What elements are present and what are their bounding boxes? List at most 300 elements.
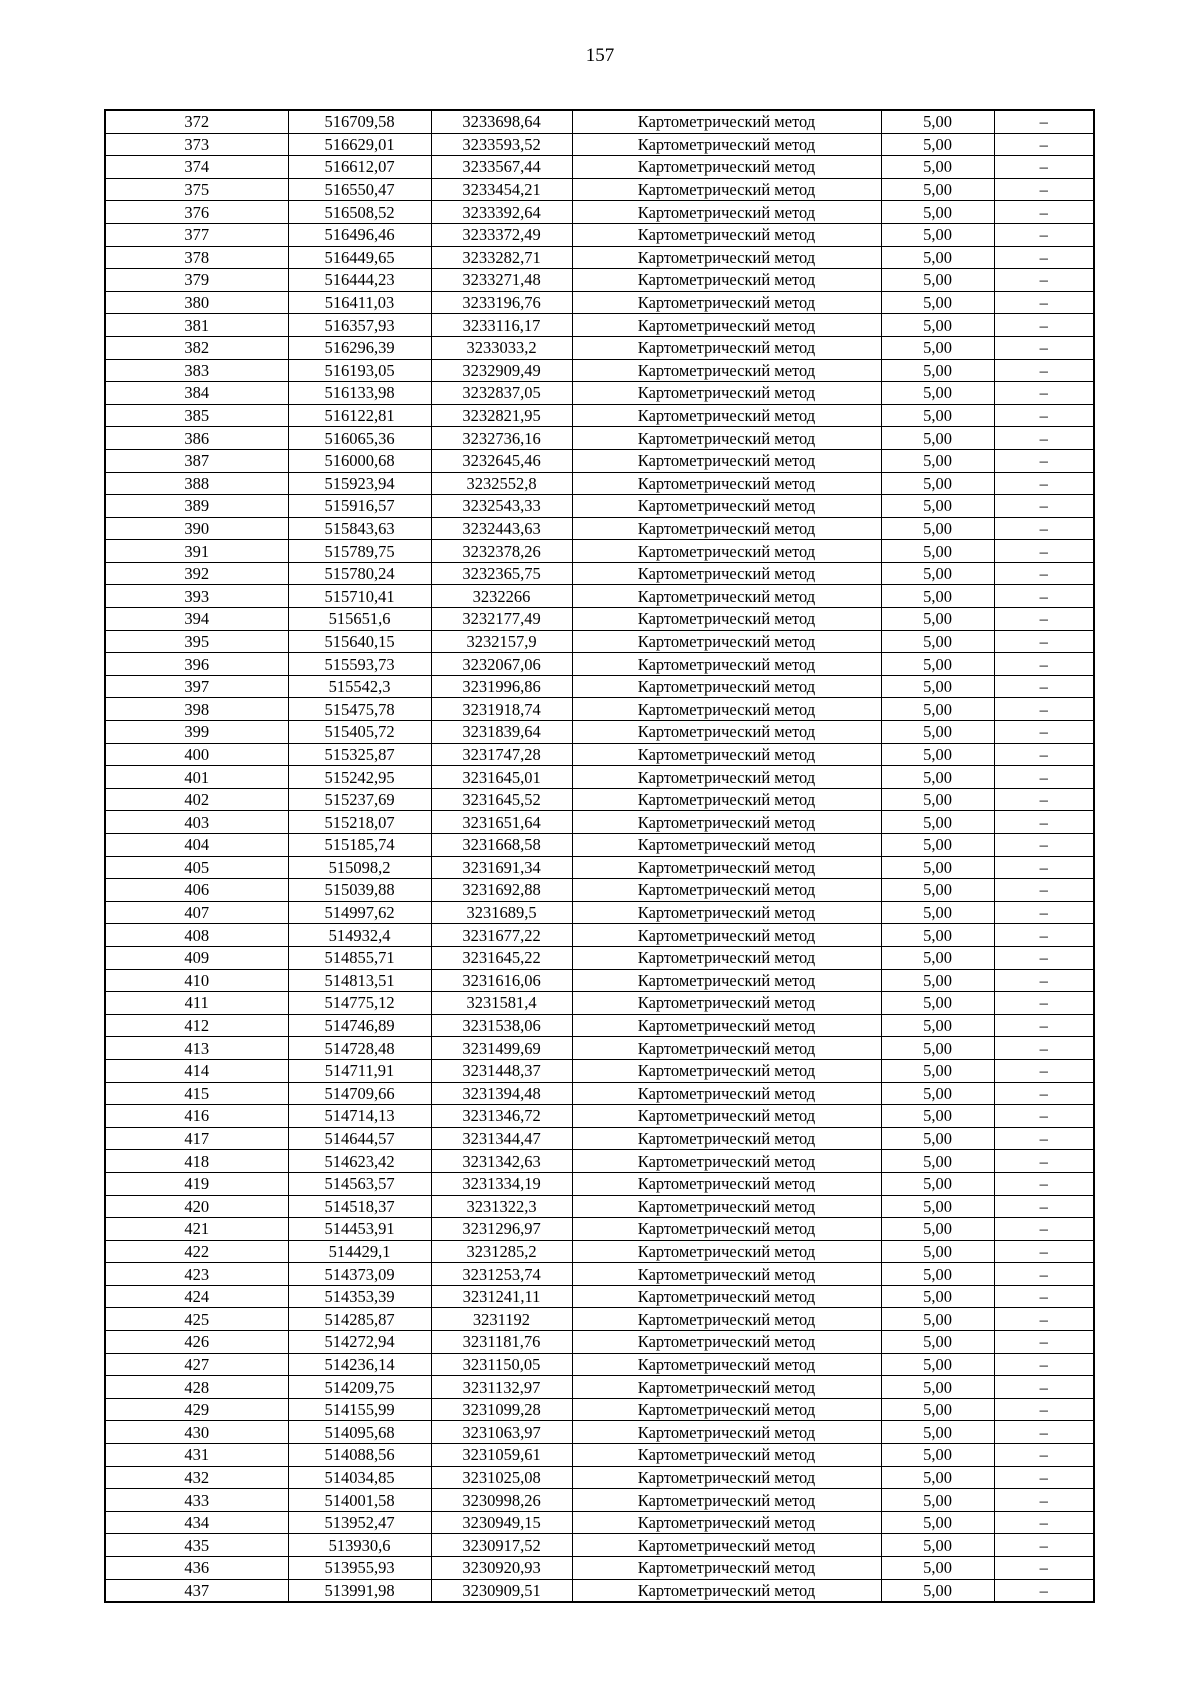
method-cell: Картометрический метод	[572, 856, 881, 879]
note-cell: –	[994, 879, 1094, 902]
method-cell: Картометрический метод	[572, 1466, 881, 1489]
note-cell: –	[994, 246, 1094, 269]
note-cell: –	[994, 562, 1094, 585]
method-cell: Картометрический метод	[572, 517, 881, 540]
table-row	[105, 630, 1094, 653]
table-row	[105, 156, 1094, 179]
precision-cell: 5,00	[881, 314, 994, 337]
table-row	[105, 766, 1094, 789]
y-coordinate-cell: 3231334,19	[431, 1172, 572, 1195]
method-cell: Картометрический метод	[572, 653, 881, 676]
method-cell: Картометрический метод	[572, 562, 881, 585]
method-cell: Картометрический метод	[572, 721, 881, 744]
y-coordinate-cell: 3231296,97	[431, 1218, 572, 1241]
table-row	[105, 1195, 1094, 1218]
x-coordinate-cell: 514714,13	[288, 1105, 431, 1128]
method-cell: Картометрический метод	[572, 901, 881, 924]
point-number-cell: 422	[105, 1240, 288, 1263]
method-cell: Картометрический метод	[572, 1014, 881, 1037]
precision-cell: 5,00	[881, 223, 994, 246]
table-row	[105, 788, 1094, 811]
x-coordinate-cell: 514034,85	[288, 1466, 431, 1489]
y-coordinate-cell: 3231181,76	[431, 1331, 572, 1354]
precision-cell: 5,00	[881, 1353, 994, 1376]
point-number-cell: 432	[105, 1466, 288, 1489]
point-number-cell: 400	[105, 743, 288, 766]
x-coordinate-cell: 515640,15	[288, 630, 431, 653]
x-coordinate-cell: 515237,69	[288, 788, 431, 811]
y-coordinate-cell: 3232909,49	[431, 359, 572, 382]
table-row	[105, 562, 1094, 585]
x-coordinate-cell: 514285,87	[288, 1308, 431, 1331]
method-cell: Картометрический метод	[572, 291, 881, 314]
precision-cell: 5,00	[881, 1105, 994, 1128]
y-coordinate-cell: 3231645,22	[431, 946, 572, 969]
method-cell: Картометрический метод	[572, 427, 881, 450]
method-cell: Картометрический метод	[572, 788, 881, 811]
point-number-cell: 389	[105, 495, 288, 518]
table-row	[105, 992, 1094, 1015]
x-coordinate-cell: 515651,6	[288, 608, 431, 631]
y-coordinate-cell: 3231499,69	[431, 1037, 572, 1060]
method-cell: Картометрический метод	[572, 314, 881, 337]
y-coordinate-cell: 3231344,47	[431, 1127, 572, 1150]
y-coordinate-cell: 3233282,71	[431, 246, 572, 269]
note-cell: –	[994, 449, 1094, 472]
note-cell: –	[994, 1150, 1094, 1173]
note-cell: –	[994, 856, 1094, 879]
y-coordinate-cell: 3231747,28	[431, 743, 572, 766]
table-row	[105, 1037, 1094, 1060]
point-number-cell: 395	[105, 630, 288, 653]
method-cell: Картометрический метод	[572, 1557, 881, 1580]
precision-cell: 5,00	[881, 992, 994, 1015]
table-row	[105, 1534, 1094, 1557]
precision-cell: 5,00	[881, 1466, 994, 1489]
table-row	[105, 946, 1094, 969]
y-coordinate-cell: 3231616,06	[431, 969, 572, 992]
precision-cell: 5,00	[881, 133, 994, 156]
y-coordinate-cell: 3233196,76	[431, 291, 572, 314]
precision-cell: 5,00	[881, 1195, 994, 1218]
precision-cell: 5,00	[881, 879, 994, 902]
y-coordinate-cell: 3233372,49	[431, 223, 572, 246]
table-row	[105, 1059, 1094, 1082]
method-cell: Картометрический метод	[572, 472, 881, 495]
y-coordinate-cell: 3231063,97	[431, 1421, 572, 1444]
table-row	[105, 969, 1094, 992]
x-coordinate-cell: 515325,87	[288, 743, 431, 766]
y-coordinate-cell: 3232645,46	[431, 449, 572, 472]
precision-cell: 5,00	[881, 1579, 994, 1602]
precision-cell: 5,00	[881, 517, 994, 540]
table-row	[105, 314, 1094, 337]
precision-cell: 5,00	[881, 156, 994, 179]
point-number-cell: 408	[105, 924, 288, 947]
precision-cell: 5,00	[881, 766, 994, 789]
table-row	[105, 743, 1094, 766]
table-row	[105, 404, 1094, 427]
note-cell: –	[994, 675, 1094, 698]
note-cell: –	[994, 223, 1094, 246]
method-cell: Картометрический метод	[572, 1398, 881, 1421]
method-cell: Картометрический метод	[572, 946, 881, 969]
table-row	[105, 698, 1094, 721]
method-cell: Картометрический метод	[572, 1534, 881, 1557]
point-number-cell: 402	[105, 788, 288, 811]
method-cell: Картометрический метод	[572, 133, 881, 156]
method-cell: Картометрический метод	[572, 449, 881, 472]
point-number-cell: 407	[105, 901, 288, 924]
precision-cell: 5,00	[881, 1263, 994, 1286]
method-cell: Картометрический метод	[572, 879, 881, 902]
note-cell: –	[994, 653, 1094, 676]
point-number-cell: 372	[105, 110, 288, 133]
x-coordinate-cell: 514855,71	[288, 946, 431, 969]
precision-cell: 5,00	[881, 1331, 994, 1354]
point-number-cell: 382	[105, 336, 288, 359]
note-cell: –	[994, 404, 1094, 427]
precision-cell: 5,00	[881, 562, 994, 585]
table-row	[105, 811, 1094, 834]
x-coordinate-cell: 515916,57	[288, 495, 431, 518]
y-coordinate-cell: 3231692,88	[431, 879, 572, 902]
y-coordinate-cell: 3230949,15	[431, 1511, 572, 1534]
precision-cell: 5,00	[881, 1421, 994, 1444]
precision-cell: 5,00	[881, 743, 994, 766]
x-coordinate-cell: 516550,47	[288, 178, 431, 201]
table-row	[105, 336, 1094, 359]
note-cell: –	[994, 1444, 1094, 1467]
note-cell: –	[994, 517, 1094, 540]
table-row	[105, 879, 1094, 902]
precision-cell: 5,00	[881, 1285, 994, 1308]
method-cell: Картометрический метод	[572, 630, 881, 653]
table-row	[105, 608, 1094, 631]
point-number-cell: 412	[105, 1014, 288, 1037]
y-coordinate-cell: 3230998,26	[431, 1489, 572, 1512]
point-number-cell: 431	[105, 1444, 288, 1467]
table-row	[105, 1263, 1094, 1286]
method-cell: Картометрический метод	[572, 1263, 881, 1286]
table-row	[105, 1127, 1094, 1150]
x-coordinate-cell: 514623,42	[288, 1150, 431, 1173]
table-row	[105, 1444, 1094, 1467]
x-coordinate-cell: 516444,23	[288, 269, 431, 292]
point-number-cell: 435	[105, 1534, 288, 1557]
note-cell: –	[994, 1240, 1094, 1263]
precision-cell: 5,00	[881, 1489, 994, 1512]
x-coordinate-cell: 515593,73	[288, 653, 431, 676]
precision-cell: 5,00	[881, 1308, 994, 1331]
table-row	[105, 382, 1094, 405]
y-coordinate-cell: 3231689,5	[431, 901, 572, 924]
precision-cell: 5,00	[881, 404, 994, 427]
method-cell: Картометрический метод	[572, 675, 881, 698]
point-number-cell: 404	[105, 834, 288, 857]
precision-cell: 5,00	[881, 924, 994, 947]
precision-cell: 5,00	[881, 1059, 994, 1082]
point-number-cell: 411	[105, 992, 288, 1015]
table-row	[105, 721, 1094, 744]
table-row	[105, 269, 1094, 292]
precision-cell: 5,00	[881, 472, 994, 495]
y-coordinate-cell: 3231651,64	[431, 811, 572, 834]
y-coordinate-cell: 3232067,06	[431, 653, 572, 676]
y-coordinate-cell: 3232157,9	[431, 630, 572, 653]
point-number-cell: 428	[105, 1376, 288, 1399]
x-coordinate-cell: 513952,47	[288, 1511, 431, 1534]
table-row	[105, 1172, 1094, 1195]
point-number-cell: 385	[105, 404, 288, 427]
x-coordinate-cell: 514155,99	[288, 1398, 431, 1421]
precision-cell: 5,00	[881, 585, 994, 608]
note-cell: –	[994, 969, 1094, 992]
method-cell: Картометрический метод	[572, 1127, 881, 1150]
point-number-cell: 374	[105, 156, 288, 179]
table-row	[105, 1511, 1094, 1534]
precision-cell: 5,00	[881, 1444, 994, 1467]
method-cell: Картометрический метод	[572, 540, 881, 563]
point-number-cell: 381	[105, 314, 288, 337]
point-number-cell: 420	[105, 1195, 288, 1218]
y-coordinate-cell: 3231839,64	[431, 721, 572, 744]
precision-cell: 5,00	[881, 1127, 994, 1150]
table-row	[105, 1489, 1094, 1512]
x-coordinate-cell: 514813,51	[288, 969, 431, 992]
table-row	[105, 540, 1094, 563]
table-row	[105, 1240, 1094, 1263]
x-coordinate-cell: 514373,09	[288, 1263, 431, 1286]
table-row	[105, 359, 1094, 382]
precision-cell: 5,00	[881, 675, 994, 698]
precision-cell: 5,00	[881, 653, 994, 676]
precision-cell: 5,00	[881, 449, 994, 472]
point-number-cell: 391	[105, 540, 288, 563]
note-cell: –	[994, 630, 1094, 653]
y-coordinate-cell: 3232378,26	[431, 540, 572, 563]
point-number-cell: 430	[105, 1421, 288, 1444]
table-row	[105, 1150, 1094, 1173]
y-coordinate-cell: 3232177,49	[431, 608, 572, 631]
x-coordinate-cell: 514932,4	[288, 924, 431, 947]
table-row	[105, 133, 1094, 156]
y-coordinate-cell: 3231448,37	[431, 1059, 572, 1082]
note-cell: –	[994, 1308, 1094, 1331]
method-cell: Картометрический метод	[572, 1421, 881, 1444]
y-coordinate-cell: 3231394,48	[431, 1082, 572, 1105]
x-coordinate-cell: 516357,93	[288, 314, 431, 337]
point-number-cell: 427	[105, 1353, 288, 1376]
point-number-cell: 394	[105, 608, 288, 631]
y-coordinate-cell: 3231645,01	[431, 766, 572, 789]
precision-cell: 5,00	[881, 946, 994, 969]
note-cell: –	[994, 1037, 1094, 1060]
y-coordinate-cell: 3230917,52	[431, 1534, 572, 1557]
precision-cell: 5,00	[881, 1082, 994, 1105]
note-cell: –	[994, 156, 1094, 179]
y-coordinate-cell: 3231538,06	[431, 1014, 572, 1037]
y-coordinate-cell: 3233392,64	[431, 201, 572, 224]
y-coordinate-cell: 3233454,21	[431, 178, 572, 201]
method-cell: Картометрический метод	[572, 992, 881, 1015]
x-coordinate-cell: 514728,48	[288, 1037, 431, 1060]
x-coordinate-cell: 516612,07	[288, 156, 431, 179]
x-coordinate-cell: 516411,03	[288, 291, 431, 314]
x-coordinate-cell: 515039,88	[288, 879, 431, 902]
method-cell: Картометрический метод	[572, 110, 881, 133]
method-cell: Картометрический метод	[572, 924, 881, 947]
x-coordinate-cell: 515218,07	[288, 811, 431, 834]
note-cell: –	[994, 608, 1094, 631]
y-coordinate-cell: 3231285,2	[431, 1240, 572, 1263]
point-number-cell: 399	[105, 721, 288, 744]
method-cell: Картометрический метод	[572, 1037, 881, 1060]
point-number-cell: 390	[105, 517, 288, 540]
point-number-cell: 401	[105, 766, 288, 789]
note-cell: –	[994, 110, 1094, 133]
x-coordinate-cell: 515710,41	[288, 585, 431, 608]
table-row	[105, 1376, 1094, 1399]
table-row	[105, 1331, 1094, 1354]
note-cell: –	[994, 336, 1094, 359]
note-cell: –	[994, 743, 1094, 766]
y-coordinate-cell: 3233271,48	[431, 269, 572, 292]
point-number-cell: 387	[105, 449, 288, 472]
y-coordinate-cell: 3233116,17	[431, 314, 572, 337]
method-cell: Картометрический метод	[572, 382, 881, 405]
y-coordinate-cell: 3232837,05	[431, 382, 572, 405]
method-cell: Картометрический метод	[572, 336, 881, 359]
y-coordinate-cell: 3231996,86	[431, 675, 572, 698]
point-number-cell: 388	[105, 472, 288, 495]
x-coordinate-cell: 513930,6	[288, 1534, 431, 1557]
point-number-cell: 424	[105, 1285, 288, 1308]
x-coordinate-cell: 516508,52	[288, 201, 431, 224]
method-cell: Картометрический метод	[572, 201, 881, 224]
x-coordinate-cell: 514095,68	[288, 1421, 431, 1444]
coordinates-table	[104, 109, 1095, 1603]
point-number-cell: 436	[105, 1557, 288, 1580]
precision-cell: 5,00	[881, 698, 994, 721]
table-row	[105, 834, 1094, 857]
note-cell: –	[994, 1466, 1094, 1489]
precision-cell: 5,00	[881, 1150, 994, 1173]
page-number: 157	[585, 45, 615, 66]
precision-cell: 5,00	[881, 901, 994, 924]
table-row	[105, 1308, 1094, 1331]
point-number-cell: 377	[105, 223, 288, 246]
point-number-cell: 373	[105, 133, 288, 156]
point-number-cell: 423	[105, 1263, 288, 1286]
precision-cell: 5,00	[881, 1376, 994, 1399]
precision-cell: 5,00	[881, 269, 994, 292]
point-number-cell: 437	[105, 1579, 288, 1602]
table-row	[105, 201, 1094, 224]
x-coordinate-cell: 514001,58	[288, 1489, 431, 1512]
precision-cell: 5,00	[881, 856, 994, 879]
note-cell: –	[994, 1127, 1094, 1150]
method-cell: Картометрический метод	[572, 1285, 881, 1308]
point-number-cell: 376	[105, 201, 288, 224]
x-coordinate-cell: 516629,01	[288, 133, 431, 156]
x-coordinate-cell: 515789,75	[288, 540, 431, 563]
y-coordinate-cell: 3231132,97	[431, 1376, 572, 1399]
x-coordinate-cell: 514518,37	[288, 1195, 431, 1218]
table-row	[105, 1082, 1094, 1105]
table-row	[105, 517, 1094, 540]
y-coordinate-cell: 3232552,8	[431, 472, 572, 495]
method-cell: Картометрический метод	[572, 743, 881, 766]
precision-cell: 5,00	[881, 427, 994, 450]
note-cell: –	[994, 811, 1094, 834]
point-number-cell: 392	[105, 562, 288, 585]
y-coordinate-cell: 3232543,33	[431, 495, 572, 518]
precision-cell: 5,00	[881, 1218, 994, 1241]
y-coordinate-cell: 3233567,44	[431, 156, 572, 179]
x-coordinate-cell: 514711,91	[288, 1059, 431, 1082]
note-cell: –	[994, 201, 1094, 224]
note-cell: –	[994, 291, 1094, 314]
y-coordinate-cell: 3231322,3	[431, 1195, 572, 1218]
point-number-cell: 405	[105, 856, 288, 879]
method-cell: Картометрический метод	[572, 1172, 881, 1195]
point-number-cell: 375	[105, 178, 288, 201]
point-number-cell: 386	[105, 427, 288, 450]
method-cell: Картометрический метод	[572, 269, 881, 292]
method-cell: Картометрический метод	[572, 1240, 881, 1263]
note-cell: –	[994, 427, 1094, 450]
y-coordinate-cell: 3231342,63	[431, 1150, 572, 1173]
x-coordinate-cell: 513991,98	[288, 1579, 431, 1602]
table-row	[105, 291, 1094, 314]
note-cell: –	[994, 1218, 1094, 1241]
precision-cell: 5,00	[881, 495, 994, 518]
note-cell: –	[994, 721, 1094, 744]
y-coordinate-cell: 3231192	[431, 1308, 572, 1331]
point-number-cell: 379	[105, 269, 288, 292]
table-row	[105, 1353, 1094, 1376]
note-cell: –	[994, 1263, 1094, 1286]
x-coordinate-cell: 514746,89	[288, 1014, 431, 1037]
table-row	[105, 653, 1094, 676]
x-coordinate-cell: 514997,62	[288, 901, 431, 924]
y-coordinate-cell: 3231099,28	[431, 1398, 572, 1421]
y-coordinate-cell: 3233698,64	[431, 110, 572, 133]
precision-cell: 5,00	[881, 1240, 994, 1263]
precision-cell: 5,00	[881, 1037, 994, 1060]
note-cell: –	[994, 1489, 1094, 1512]
coordinates-table-body	[105, 110, 1094, 1602]
x-coordinate-cell: 514453,91	[288, 1218, 431, 1241]
precision-cell: 5,00	[881, 1557, 994, 1580]
method-cell: Картометрический метод	[572, 156, 881, 179]
table-row	[105, 495, 1094, 518]
method-cell: Картометрический метод	[572, 1376, 881, 1399]
y-coordinate-cell: 3232736,16	[431, 427, 572, 450]
point-number-cell: 419	[105, 1172, 288, 1195]
x-coordinate-cell: 514272,94	[288, 1331, 431, 1354]
point-number-cell: 417	[105, 1127, 288, 1150]
note-cell: –	[994, 359, 1094, 382]
x-coordinate-cell: 515185,74	[288, 834, 431, 857]
note-cell: –	[994, 133, 1094, 156]
x-coordinate-cell: 515242,95	[288, 766, 431, 789]
point-number-cell: 383	[105, 359, 288, 382]
note-cell: –	[994, 1082, 1094, 1105]
point-number-cell: 414	[105, 1059, 288, 1082]
point-number-cell: 396	[105, 653, 288, 676]
